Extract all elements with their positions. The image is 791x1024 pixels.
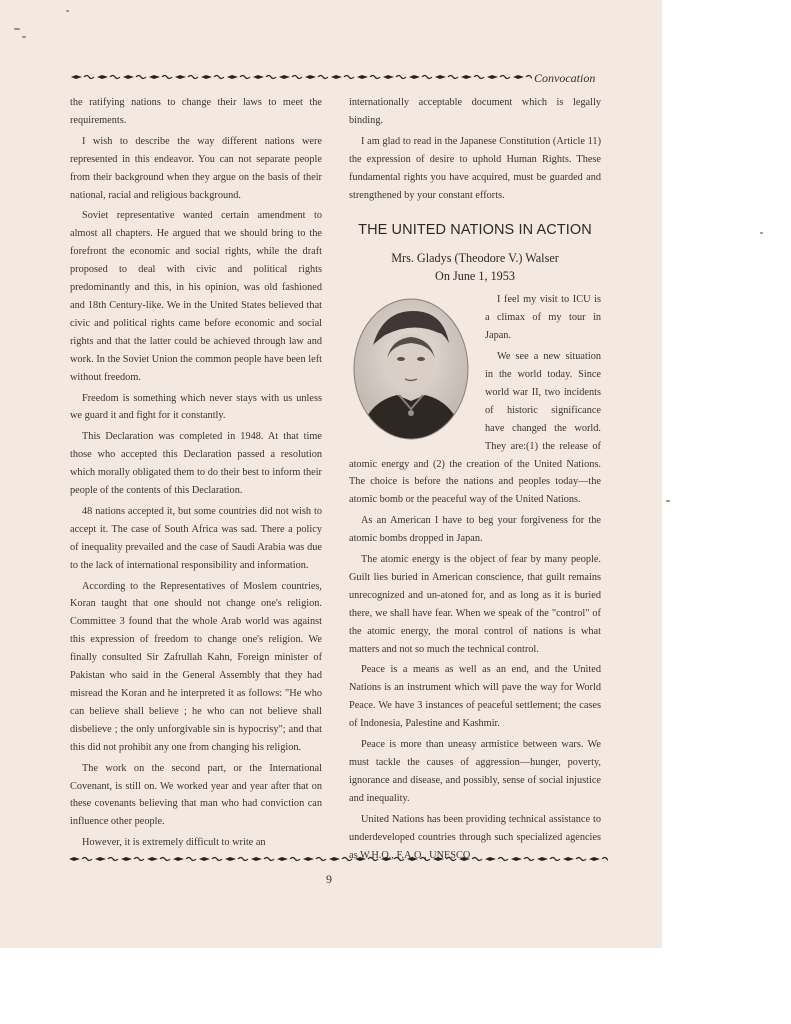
bottom-ornament-rule — [68, 854, 608, 864]
paragraph: Peace is more than uneasy armistice between wars. We must tackle the causes of aggression—hunger, poverty, ignorance and disease, and possibly, sense of social injustice and inequality. — [349, 739, 601, 804]
scan-speck — [760, 232, 763, 234]
portrait-photo-icon — [349, 297, 473, 445]
paper-speck — [66, 10, 69, 12]
section-header: Convocation — [534, 71, 596, 85]
paragraph: I wish to describe the way different nations were represented in this endeavor. You can not separate people from their background when they argue on the basis of their national, racial and religious background. — [70, 135, 322, 201]
top-ornament-rule — [70, 72, 532, 82]
paragraph: I feel my visit to ICU is a climax of my tour in Japan. — [485, 294, 601, 342]
article-date: On June 1, 1953 — [435, 269, 515, 284]
left-column — [70, 94, 322, 855]
paragraph: According to the Representatives of Moslem countries, Koran taught that one should not change one's religion. Committee 3 found that the whole Arab world was against this expression of freedom to change one's religion. We finally consulted Sir Zafrullah Kahn, Foreign minister of Pakistan who said in the General Assembly that they had misread the Koran and he interpreted it as follows: "He who can believe shall believe ; he who can not believe shall disbelieve ; the only unforgivable sin is hypocrisy"; and that this did not prohibit any one from changing his religion. — [70, 580, 322, 753]
right-column — [349, 94, 601, 867]
paper-speck — [14, 28, 20, 30]
paragraph: However, it is extremely difficult to write an — [82, 837, 266, 849]
paragraph: I am glad to read in the Japanese Constitution (Article 11) the expression of desire to uphold Human Rights. These fundamental rights you have acquired, must be guarded and strengthened by your constant efforts. — [349, 135, 601, 201]
paragraph: United Nations has been providing technical assistance to underdeveloped countries through such specialized agencies — [349, 813, 601, 843]
article-byline: Mrs. Gladys (Theodore V.) Walser — [391, 251, 559, 266]
scan-speck — [666, 500, 670, 502]
paragraph: 48 nations accepted it, but some countries did not wish to accept it. The case of South Africa was sad. There a policy of inequality prevailed and the case of Saudi Arabia was due to the lack of international responsibility and information. — [70, 505, 322, 571]
paragraph: internationally acceptable document which is legally binding. — [349, 97, 601, 126]
paragraph: This Declaration was completed in 1948. At that time those who accepted this Declaration passed a resolution which morally obligated them to do their best to inform their people of the contents of this Declaration. — [70, 431, 322, 497]
paper-speck — [22, 36, 26, 38]
paragraph: As an American I have to beg your forgiveness for the atomic bombs dropped in Japan. — [349, 515, 601, 545]
paragraph: The work on the second part, or the International Covenant, is still on. We worked year and year after that on these covenants believing that man who had conviction can influence other people. — [70, 762, 322, 828]
paragraph: Freedom is something which never stays with us unless we guard it and fight for it constantly. — [70, 392, 322, 422]
paragraph: We see a new situation in the world today. Since world war II, two incidents of historic significance have changed the world. They are:(1) the release of atomic energy and (2) the creation of the United Nations. The choice is before the nations and peoples today—the atomic bomb or the peaceful way of the United Nations. — [349, 351, 601, 506]
page-number: 9 — [326, 872, 332, 886]
paragraph: Soviet representative wanted certain amendment to almost all chapters. He argued that we should bring to the forefront the economic and social rights, while the draft proposed to deal with civic and political rights predominantly and this, in his opinion, was old fashioned and 18th Century-like. We in the United States believed that civic and political rights came before economic and social rights and that the latter could be achieved through law and work. In the Soviet Union the common people have been left without freedom. — [70, 210, 322, 383]
paragraph: The atomic energy is the object of fear by many people. Guilt lies buried in American conscience, that guilt remains unrecognized and un-atoned for, and as long as it is buried there, we shall have fear. When we speak of the "control" of the atomic energy, the moral control of nations is what matters and not so much the technical control. — [349, 554, 601, 655]
paragraph: the ratifying nations to change their laws to meet the requirements. — [70, 97, 322, 126]
bottom-ornament-icon — [68, 854, 608, 864]
paragraph: Peace is a means as well as an end, and the United Nations is an instrument which will pave the way for World Peace. We have 3 instances of peaceful settlement; the cases of Indonesia, Palestine and Kashmir. — [349, 664, 601, 730]
top-ornament-icon — [70, 72, 532, 82]
article-title: THE UNITED NATIONS IN ACTION — [358, 222, 592, 239]
portrait-photo — [349, 297, 473, 445]
